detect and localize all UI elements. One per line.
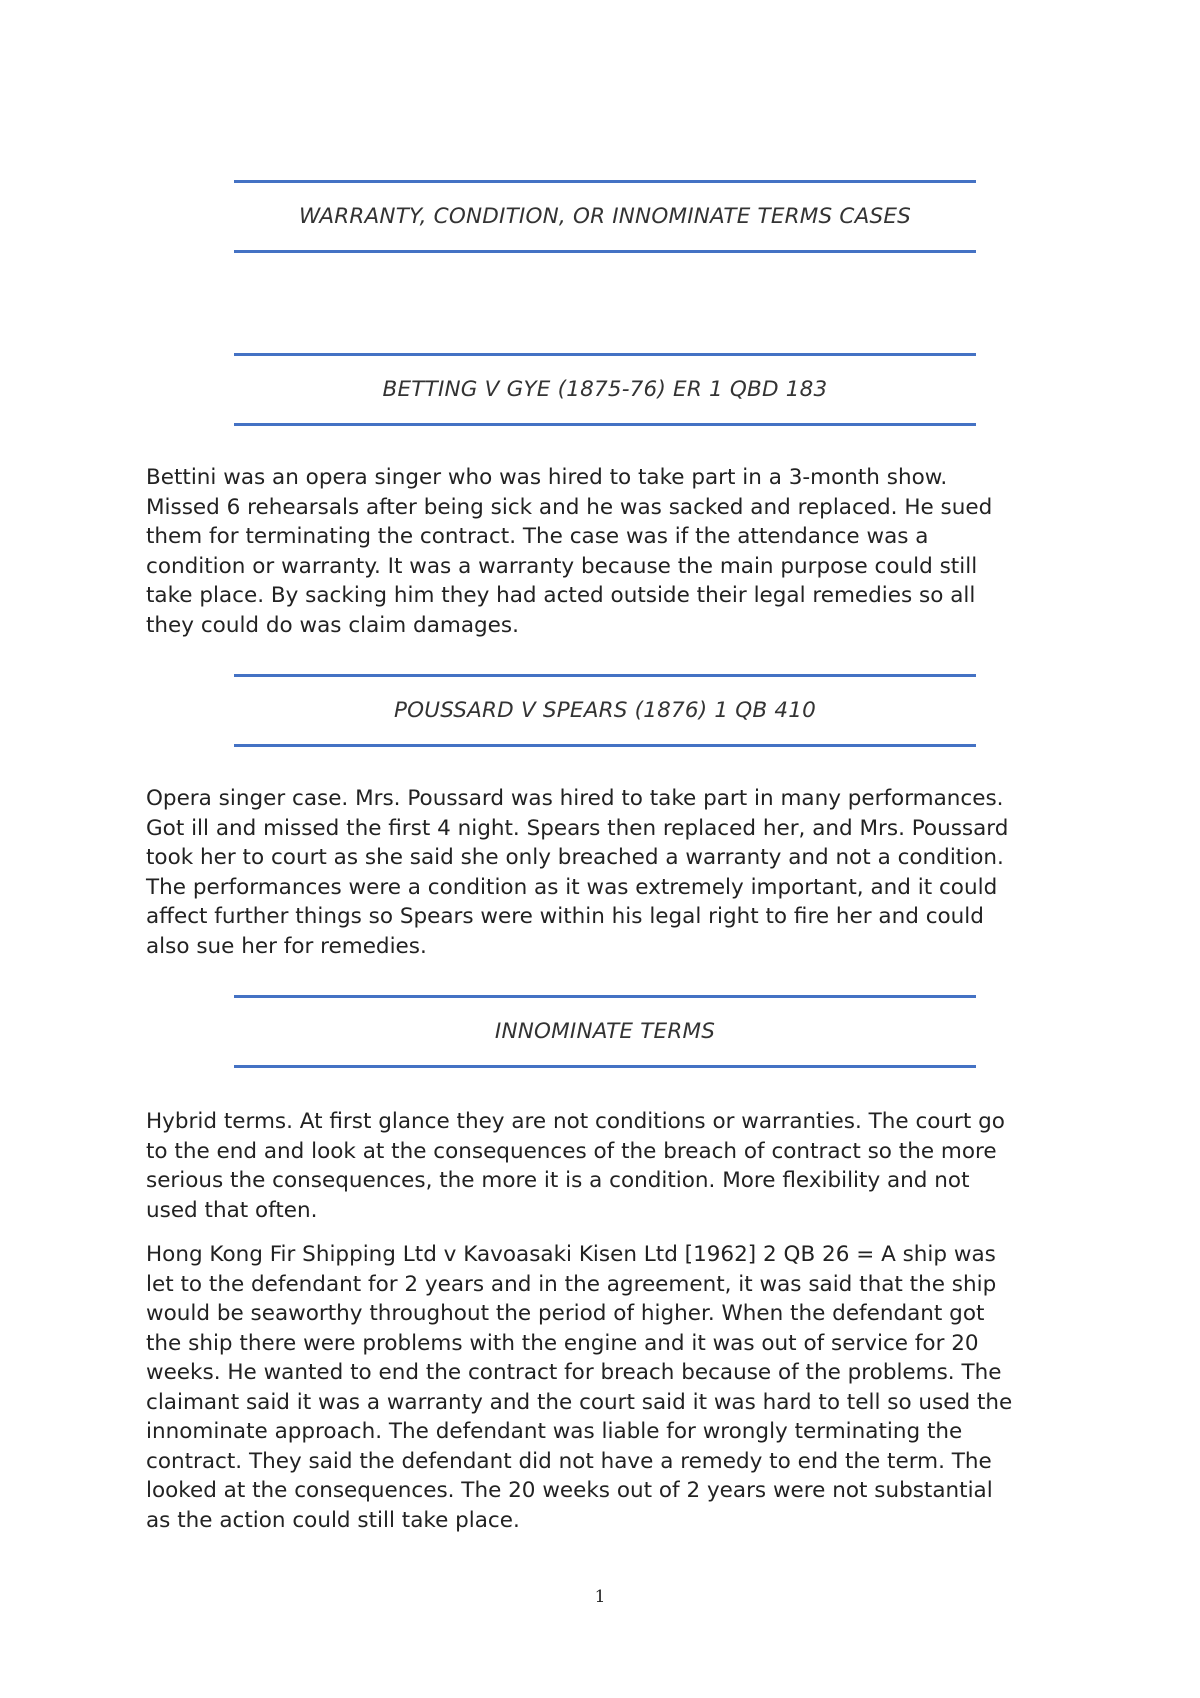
paragraph-line: serious the consequences, the more it is a condition. More flexibility and not <box>146 1168 970 1193</box>
paragraph-line: weeks. He wanted to end the contract for breach because of the problems. The <box>146 1360 1002 1385</box>
paragraph-line: to the end and look at the consequences of the breach of contract so the more <box>146 1138 997 1164</box>
paragraph-line: used that often. <box>146 1197 318 1223</box>
page-number: 1 <box>594 1587 606 1607</box>
paragraph-line: The performances were a condition as it was extremely important, and it could <box>146 874 998 900</box>
paragraph-line: also sue her for remedies. <box>146 933 427 959</box>
paragraph-poussard <box>146 784 1076 961</box>
section-heading-innominate-terms: INNOMINATE TERMS <box>494 1019 716 1044</box>
paragraph-line: affect further things so Spears were within his legal right to fire her and could <box>146 904 984 929</box>
paragraph-bettini <box>146 463 1076 640</box>
paragraph-line: them for terminating the contract. The case was if the attendance was a <box>146 524 929 549</box>
paragraph-hong-kong-fir <box>146 1240 1076 1535</box>
section-heading-box <box>234 995 976 1068</box>
paragraph-line: contract. They said the defendant did not have a remedy to end the term. The <box>146 1448 992 1474</box>
paragraph-line: as the action could still take place. <box>146 1507 520 1533</box>
paragraph-line: claimant said it was a warranty and the court said it was hard to tell so used the <box>146 1389 1013 1415</box>
paragraph-hybrid-terms <box>146 1107 1076 1225</box>
paragraph-line: take place. By sacking him they had acted outside their legal remedies so all <box>146 583 976 608</box>
paragraph-line: looked at the consequences. The 20 weeks out of 2 years were not substantial <box>146 1478 993 1503</box>
paragraph-line: innominate approach. The defendant was liable for wrongly terminating the <box>146 1419 963 1444</box>
case-heading-betting-v-gye: BETTING V GYE (1875-76) ER 1 QBD 183 <box>382 377 828 402</box>
paragraph-line: took her to court as she said she only breached a warranty and not a condition. <box>146 845 1004 870</box>
paragraph-line: Missed 6 rehearsals after being sick and he was sacked and replaced. He sued <box>146 494 993 520</box>
paragraph-line: Hong Kong Fir Shipping Ltd v Kavoasaki Kisen Ltd [1962] 2 QB 26 = A ship was <box>146 1242 996 1267</box>
case-heading-poussard-v-spears: POUSSARD V SPEARS (1876) 1 QB 410 <box>393 698 817 723</box>
paragraph-line: Bettini was an opera singer who was hired to take part in a 3-month show. <box>146 465 948 490</box>
paragraph-line: the ship there were problems with the engine and it was out of service for 20 <box>146 1330 979 1356</box>
case-heading-box <box>234 353 976 426</box>
paragraph-line: Hybrid terms. At first glance they are not conditions or warranties. The court go <box>146 1109 1005 1134</box>
paragraph-line: Opera singer case. Mrs. Poussard was hired to take part in many performances. <box>146 786 1004 811</box>
paragraph-line: they could do was claim damages. <box>146 612 519 638</box>
paragraph-line: condition or warranty. It was a warranty because the main purpose could still <box>146 553 978 579</box>
case-heading-box <box>234 674 976 747</box>
paragraph-line: let to the defendant for 2 years and in the agreement, it was said that the ship <box>146 1271 997 1297</box>
paragraph-line: Got ill and missed the first 4 night. Spears then replaced her, and Mrs. Poussard <box>146 815 1009 841</box>
paragraph-line: would be seaworthy throughout the period of higher. When the defendant got <box>146 1301 985 1326</box>
document-title: WARRANTY, CONDITION, OR INNOMINATE TERMS CASES <box>298 204 912 229</box>
title-heading-box <box>234 180 976 253</box>
